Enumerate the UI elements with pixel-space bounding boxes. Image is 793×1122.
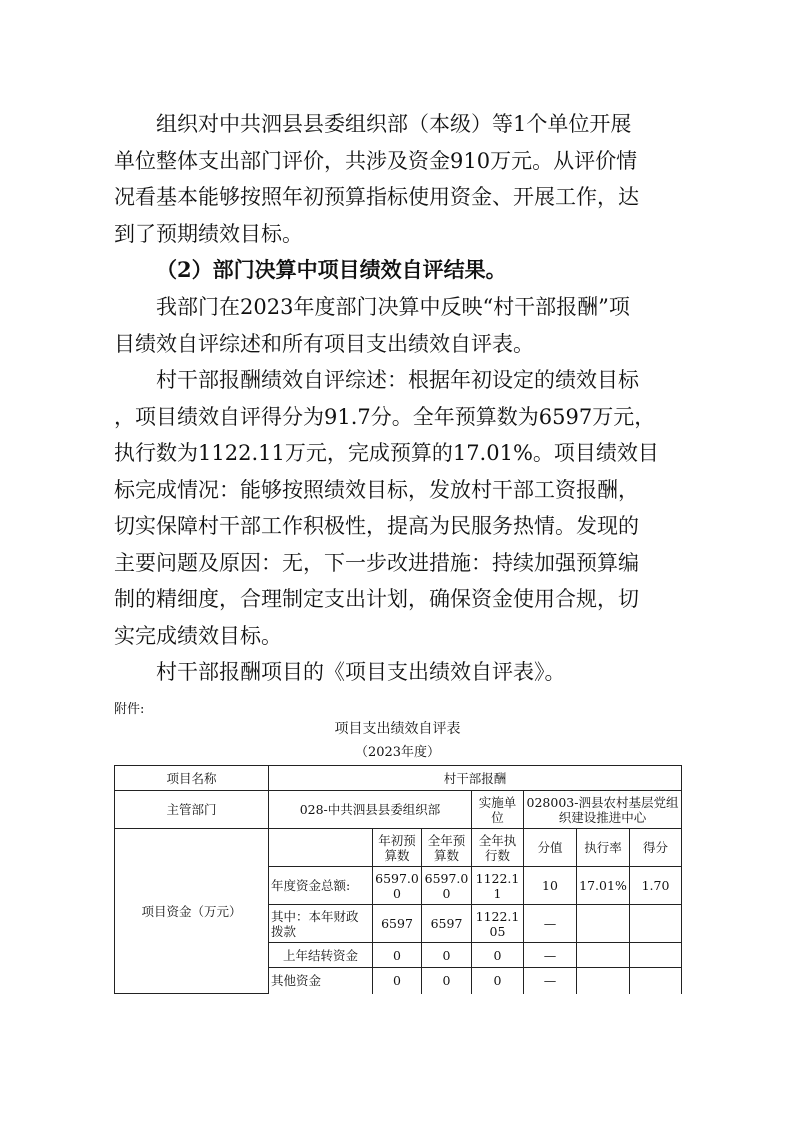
col-header-score-weight: 分值 [524,829,577,867]
col-header-annual-exec: 全年执行数 [472,829,524,867]
text-line: 主要问题及原因：无，下一步改进措施：持续加强预算编 [114,550,639,575]
text-line: 单位整体支出部门评价，共涉及资金910万元。从评价情 [114,148,638,173]
cell-annual-exec: 0 [472,943,524,968]
text-line: 制的精细度，合理制定支出计划，确保资金使用合规，切 [114,587,639,611]
cell-annual-budget: 0 [422,943,472,968]
row-label: 上年结转资金 [269,943,373,968]
project-evaluation-table [114,765,682,994]
cell-score [630,968,682,994]
cell-annual-exec: 1122.11 [472,867,524,905]
heading-text: （2）部门决算中项目绩效自评结果。 [156,257,507,282]
paragraph-table-reference [114,654,684,691]
text-line: 目绩效自评综述和所有项目支出绩效自评表。 [114,331,534,356]
text-line: 组织对中共泗县县委组织部（本级）等1个单位开展 [156,112,632,136]
text-line: 切实保障村干部工作积极性，提高为民服务热情。发现的 [114,514,639,538]
table-row [115,766,682,791]
cell-annual-exec: 1122.105 [472,905,524,943]
text-line: 到了预期绩效目标。 [114,221,303,246]
project-name-label: 项目名称 [115,766,269,791]
cell-annual-budget: 6597 [422,905,472,943]
cell-initial-budget: 0 [373,943,422,968]
cell-exec-rate [577,905,630,943]
section-heading [114,252,684,289]
funds-label: 项目资金（万元） [115,829,269,994]
cell-exec-rate [577,943,630,968]
cell-exec-rate [577,968,630,994]
cell-score [630,943,682,968]
table-year: （2023年度） [354,745,441,760]
cell-annual-exec: 0 [472,968,524,994]
cell-annual-budget: 0 [422,968,472,994]
text-line: ，项目绩效自评得分为91.7分。全年预算数为6597万元， [114,404,656,429]
impl-value: 028003-泗县农村基层党组织建设推进中心 [524,791,682,829]
cell-annual-budget: 6597.00 [422,867,472,905]
dept-value: 028-中共泗县县委组织部 [269,791,472,829]
paragraph-project-intro [114,289,684,362]
table-row [115,829,682,867]
text-line: 实完成绩效目标。 [114,623,282,648]
project-name-value: 村干部报酬 [269,766,682,791]
impl-label: 实施单位 [472,791,524,829]
text-line: 标完成情况：能够按照绩效目标，发放村干部工资报酬， [114,477,639,502]
text-line: 况看基本能够按照年初预算指标使用资金、开展工作，达 [114,185,639,209]
cell-score-weight: — [524,968,577,994]
cell-initial-budget: 6597 [373,905,422,943]
cell-score: 1.70 [630,867,682,905]
table-row [115,791,682,829]
cell-score [630,905,682,943]
dept-label: 主管部门 [115,791,269,829]
cell-score-weight: — [524,905,577,943]
row-label: 其他资金 [269,968,373,994]
row-label: 其中：本年财政拨款 [269,905,373,943]
table-title: 项目支出绩效自评表 [334,721,461,737]
text-line: 村干部报酬绩效自评综述：根据年初设定的绩效目标 [156,368,639,392]
col-header-score: 得分 [630,829,682,867]
text-line: 村干部报酬项目的《项目支出绩效自评表》。 [156,660,566,684]
attachment-label: 附件: [114,702,145,717]
cell-score-weight: — [524,943,577,968]
text-line: 我部门在2023年度部门决算中反映“村干部报酬”项 [156,295,630,319]
cell-initial-budget: 6597.00 [373,867,422,905]
col-header-exec-rate: 执行率 [577,829,630,867]
empty-cell [269,829,373,867]
col-header-annual-budget: 全年预算数 [422,829,472,867]
cell-exec-rate: 17.01% [577,867,630,905]
row-label: 年度资金总额: [269,867,373,905]
cell-score-weight: 10 [524,867,577,905]
col-header-initial-budget: 年初预算数 [373,829,422,867]
paragraph-project-review [114,362,684,654]
paragraph-evaluation-summary [114,106,684,252]
text-line: 执行数为1122.11万元，完成预算的17.01%。项目绩效目 [114,441,659,465]
cell-initial-budget: 0 [373,968,422,994]
